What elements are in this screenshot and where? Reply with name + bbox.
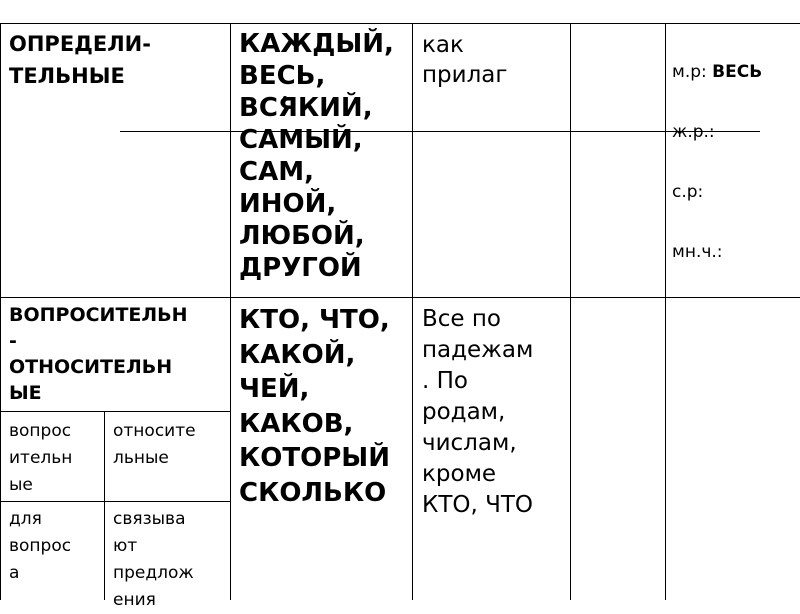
col-border-4	[665, 23, 666, 600]
declension-interrogative-relative: Все по падежам . По родам, числам, кроме КТО, ЧТО	[422, 306, 534, 518]
table-top-border	[0, 23, 800, 24]
gender-forms	[672, 27, 762, 297]
col-border-2	[412, 23, 413, 600]
stray-line	[120, 131, 760, 132]
purpose-relative: связыва ют предлож ения	[113, 509, 194, 610]
gender-n: с.р:	[672, 182, 704, 202]
gender-f: ж.р.:	[672, 122, 715, 142]
declension-definitive: как прилаг	[422, 32, 508, 88]
pronouns-definitive: КАЖДЫЙ, ВЕСЬ, ВСЯКИЙ, САМЫЙ, САМ, ИНОЙ, ЛЮБОЙ, ДРУГОЙ	[239, 29, 394, 283]
category-definitive: ОПРЕДЕЛИ- ТЕЛЬНЫЕ	[9, 32, 151, 88]
subcol-border	[104, 411, 105, 600]
pronouns-interrogative-relative: КТО, ЧТО, КАКОЙ, ЧЕЙ, КАКОВ, КОТОРЫЙ СКОЛЬКО	[239, 305, 390, 508]
subcol-relative: относите льные	[113, 421, 196, 468]
subrow-divider-1	[0, 411, 230, 412]
col-border-3	[570, 23, 571, 600]
subcol-interrogative: вопрос ительн ые	[9, 421, 73, 495]
gender-m: м.р: ВЕСЬ	[672, 62, 763, 82]
col-border-1	[230, 23, 231, 600]
row-divider	[0, 297, 800, 298]
category-interrogative-relative: ВОПРОСИТЕЛЬН - ОТНОСИТЕЛЬН ЫЕ	[9, 304, 188, 404]
col-border-0	[0, 23, 1, 600]
purpose-interrogative: для вопрос а	[9, 509, 72, 583]
subrow-divider-2	[0, 501, 230, 502]
gender-pl: мн.ч.:	[672, 242, 723, 262]
